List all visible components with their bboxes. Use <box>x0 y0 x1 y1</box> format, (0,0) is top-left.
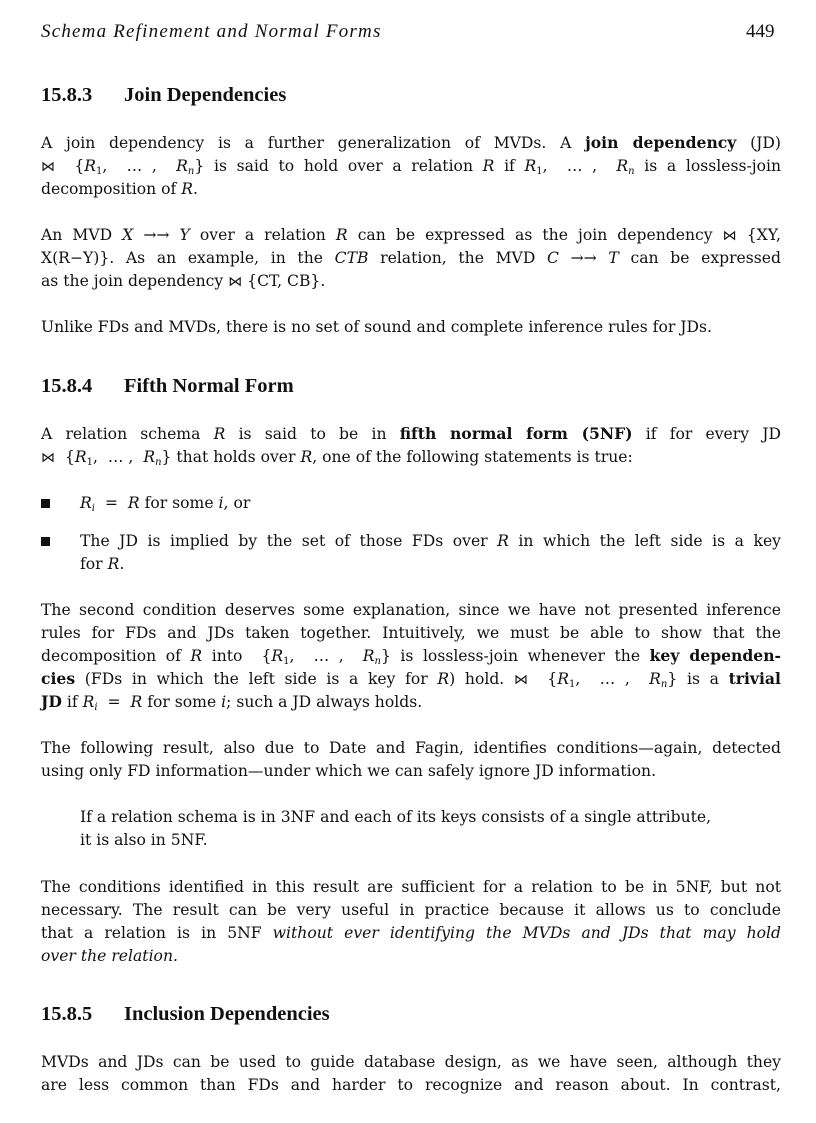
paragraph-line: An MVD X →→ Y over a relation R can be expressed as the join dependency ⋈ {XY, <box>41 226 781 244</box>
join-symbol: ⋈ <box>513 672 528 688</box>
paragraph-line: MVDs and JDs can be used to guide database design, as we have seen, although they <box>41 1053 781 1071</box>
paragraph-line: cies (FDs in which the left side is a key for R) hold. ⋈ {$R_1$, … , $R_n$} is a trivial <box>41 669 781 690</box>
section-heading-inclusion-dependencies <box>41 1003 330 1026</box>
section-heading-join-dependencies <box>41 84 286 107</box>
section-heading-fifth-normal-form <box>41 375 294 398</box>
paragraph-line: that a relation is in 5NF without ever identifying the MVDs and JDs that may hold <box>41 924 781 942</box>
bullet-marker <box>41 537 50 546</box>
paragraph-line: rules for FDs and JDs taken together. Intuitively, we must be able to show that the <box>41 624 781 642</box>
join-symbol: ⋈ <box>228 274 243 290</box>
paragraph-line: as the join dependency ⋈ {CT, CB}. <box>41 272 326 290</box>
paragraph-line: decomposition of R into {$R_1$, … , $R_n$} is lossless-join whenever the key dependen- <box>41 646 782 667</box>
section-number: 15.8.4 <box>41 375 93 397</box>
quoted-result-line: If a relation schema is in 3NF and each of its keys consists of a single attribute, <box>80 808 712 826</box>
quoted-result-line: it is also in 5NF. <box>80 831 208 849</box>
bullet-item: $R_i = R$ for some i, or <box>80 494 251 514</box>
section-number: 15.8.5 <box>41 1003 93 1025</box>
paragraph-line: over the relation. <box>41 947 178 965</box>
bullet-item-continuation: for R. <box>80 555 125 573</box>
join-symbol: ⋈ <box>41 159 55 175</box>
paragraph-line: Unlike FDs and MVDs, there is no set of sound and complete inference rules for JDs. <box>41 318 712 336</box>
paragraph-line: A join dependency is a further generalization of MVDs. A join dependency (JD) <box>41 133 781 152</box>
paragraph-line: are less common than FDs and harder to recognize and reason about. In contrast, <box>41 1076 781 1094</box>
paragraph-line: ⋈ {$R_1$, … , $R_n$} that holds over R, one of the following statements is true: <box>41 448 633 468</box>
paragraph-line: decomposition of R. <box>41 180 198 198</box>
bullet-item: The JD is implied by the set of those FDs over R in which the left side is a key <box>80 532 781 550</box>
paragraph-line: X(R−Y)}. As an example, in the CTB relation, the MVD C →→ T can be expressed <box>41 249 782 267</box>
section-number: 15.8.3 <box>41 84 93 106</box>
section-title: Join Dependencies <box>124 84 287 106</box>
join-symbol: ⋈ <box>722 228 737 244</box>
running-title: Schema Refinement and Normal Forms <box>41 21 382 42</box>
paragraph-line: A relation schema R is said to be in fifth normal form (5NF) if for every JD <box>41 424 781 443</box>
paragraph-line: JD if $R_i = R$ for some i; such a JD always holds. <box>41 692 423 713</box>
section-title: Inclusion Dependencies <box>124 1003 330 1025</box>
paragraph-line: ⋈ {$R_1$, … , $R_n$} is said to hold over a relation R if $R_1$, … , $R_n$ is a lossless-join <box>41 157 781 177</box>
paragraph-line: necessary. The result can be very useful in practice because it allows us to conclude <box>41 901 781 919</box>
bullet-marker <box>41 499 50 508</box>
section-title: Fifth Normal Form <box>124 375 294 397</box>
join-symbol: ⋈ <box>41 450 55 466</box>
paragraph-line: The second condition deserves some explanation, since we have not presented inference <box>41 601 781 619</box>
paragraph-line: The following result, also due to Date and Fagin, identifies conditions—again, detected <box>41 739 781 757</box>
paragraph-line: The conditions identified in this result are sufficient for a relation to be in 5NF, but not <box>41 878 781 896</box>
page-number: 449 <box>746 21 775 42</box>
paragraph-line: using only FD information—under which we can safely ignore JD information. <box>41 762 657 780</box>
